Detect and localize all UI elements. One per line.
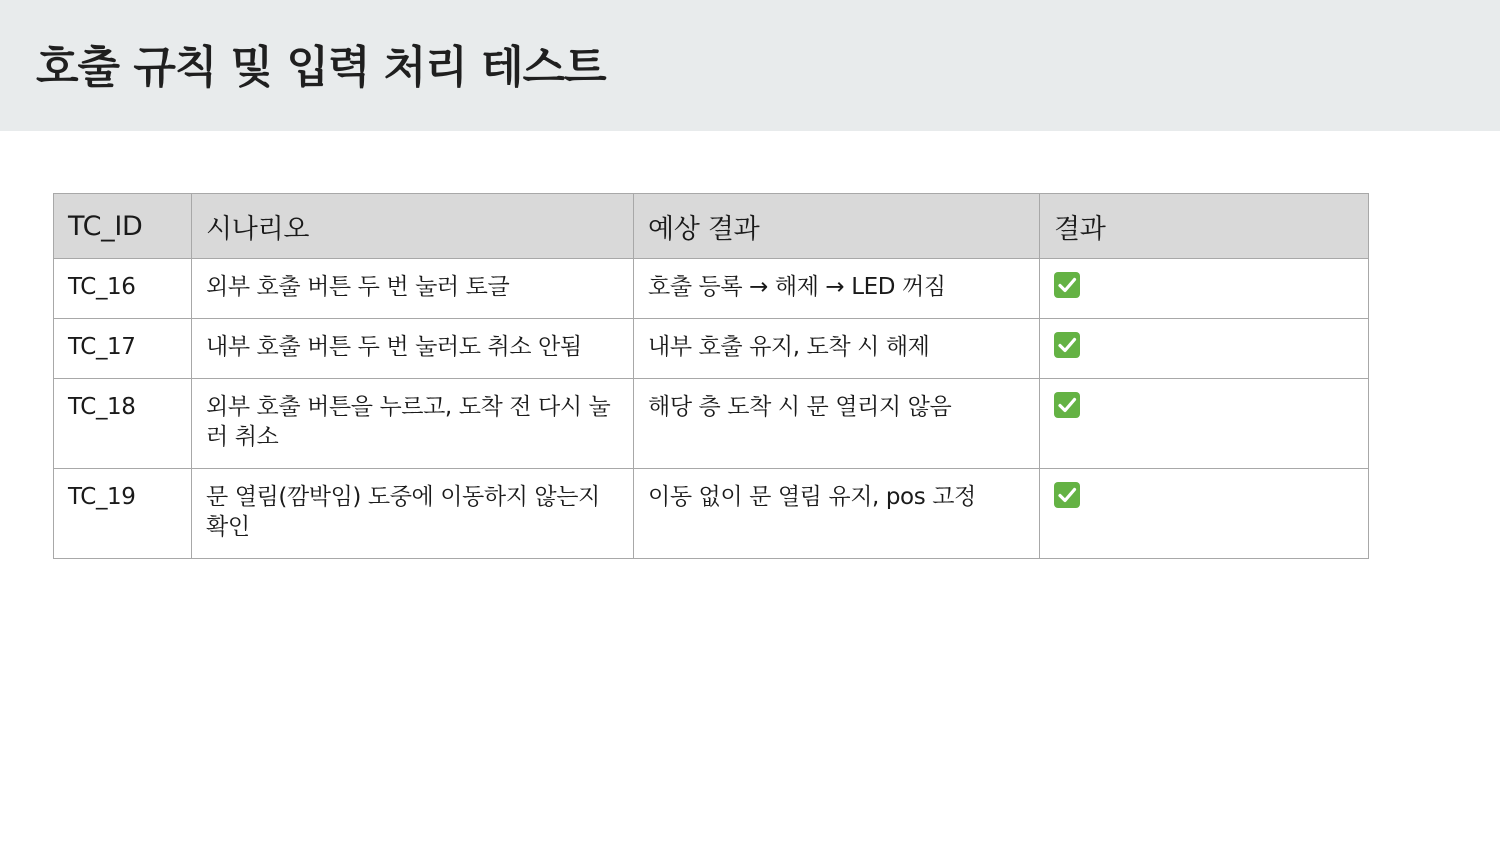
check-mark-button-icon <box>1054 392 1080 418</box>
check-mark-button-icon <box>1054 332 1080 358</box>
result-cell <box>1040 319 1369 379</box>
scenario-cell: 내부 호출 버튼 두 번 눌러도 취소 안됨 <box>192 319 634 379</box>
table-row <box>54 469 1369 559</box>
tc-id-cell: TC_18 <box>54 379 192 469</box>
table-row <box>54 319 1369 379</box>
column-header-scenario: 시나리오 <box>192 194 634 259</box>
test-table-container <box>53 193 1369 559</box>
page-title: 호출 규칙 및 입력 처리 테스트 <box>36 42 606 93</box>
result-cell <box>1040 469 1369 559</box>
expected-cell: 이동 없이 문 열림 유지, pos 고정 <box>634 469 1040 559</box>
table-row <box>54 379 1369 469</box>
scenario-cell: 외부 호출 버튼을 누르고, 도착 전 다시 눌러 취소 <box>192 379 634 469</box>
check-mark-button-icon <box>1054 272 1080 298</box>
tc-id-cell: TC_16 <box>54 259 192 319</box>
column-header-tc-id: TC_ID <box>54 194 192 259</box>
column-header-result: 결과 <box>1040 194 1369 259</box>
tc-id-cell: TC_17 <box>54 319 192 379</box>
title-bar <box>0 0 1500 131</box>
tc-id-cell: TC_19 <box>54 469 192 559</box>
test-case-table <box>53 193 1369 559</box>
check-mark-button-icon <box>1054 482 1080 508</box>
column-header-expected: 예상 결과 <box>634 194 1040 259</box>
table-row <box>54 259 1369 319</box>
scenario-cell: 문 열림(깜박임) 도중에 이동하지 않는지 확인 <box>192 469 634 559</box>
result-cell <box>1040 379 1369 469</box>
expected-cell: 내부 호출 유지, 도착 시 해제 <box>634 319 1040 379</box>
expected-cell: 해당 층 도착 시 문 열리지 않음 <box>634 379 1040 469</box>
scenario-cell: 외부 호출 버튼 두 번 눌러 토글 <box>192 259 634 319</box>
table-header-row <box>54 194 1369 259</box>
expected-cell: 호출 등록 → 해제 → LED 꺼짐 <box>634 259 1040 319</box>
result-cell <box>1040 259 1369 319</box>
